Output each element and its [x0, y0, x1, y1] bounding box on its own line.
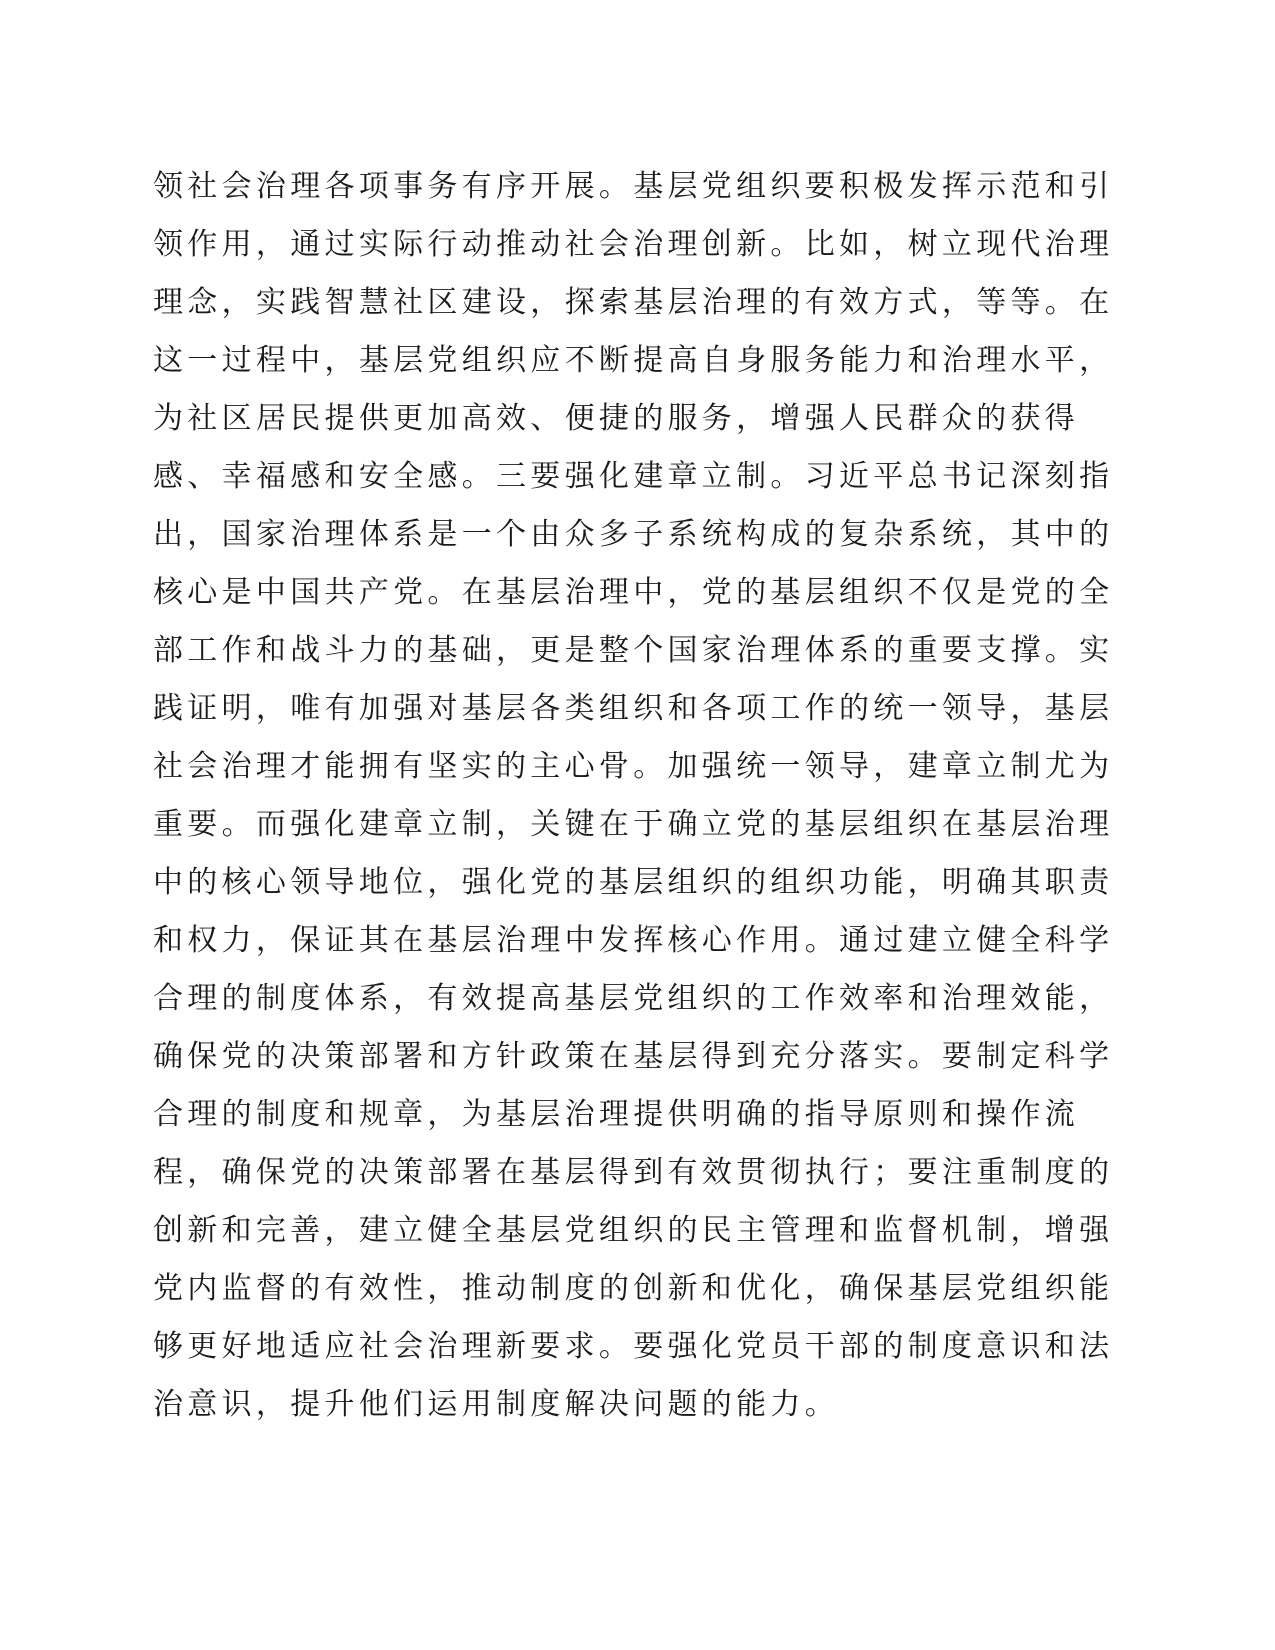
- text-line: 重要。而强化建章立制，关键在于确立党的基层组织在基层治理: [153, 807, 1114, 842]
- text-line: 程，确保党的决策部署在基层得到有效贯彻执行；要注重制度的: [153, 1155, 1114, 1190]
- text-line: 够更好地适应社会治理新要求。要强化党员干部的制度意识和法: [153, 1329, 1114, 1364]
- text-line: 创新和完善，建立健全基层党组织的民主管理和监督机制，增强: [153, 1213, 1114, 1248]
- text-line: 确保党的决策部署和方针政策在基层得到充分落实。要制定科学: [153, 1039, 1114, 1074]
- text-line: 合理的制度体系，有效提高基层党组织的工作效率和治理效能，: [153, 981, 1114, 1016]
- text-line: 合理的制度和规章，为基层治理提供明确的指导原则和操作流: [153, 1097, 1080, 1132]
- text-line: 核心是中国共产党。在基层治理中，党的基层组织不仅是党的全: [153, 575, 1114, 610]
- text-line: 领社会治理各项事务有序开展。基层党组织要积极发挥示范和引: [153, 169, 1114, 204]
- text-line: 治意识，提升他们运用制度解决问题的能力。: [153, 1387, 839, 1422]
- text-line: 理念，实践智慧社区建设，探索基层治理的有效方式，等等。在: [153, 285, 1114, 320]
- text-line: 党内监督的有效性，推动制度的创新和优化，确保基层党组织能: [153, 1271, 1114, 1306]
- text-line: 践证明，唯有加强对基层各类组织和各项工作的统一领导，基层: [153, 691, 1114, 726]
- text-line: 感、幸福感和安全感。三要强化建章立制。习近平总书记深刻指: [153, 459, 1114, 494]
- text-line: 社会治理才能拥有坚实的主心骨。加强统一领导，建章立制尤为: [153, 749, 1114, 784]
- text-line: 这一过程中，基层党组织应不断提高自身服务能力和治理水平，: [153, 343, 1114, 378]
- text-line: 领作用，通过实际行动推动社会治理创新。比如，树立现代治理: [153, 227, 1114, 262]
- body-paragraph: [153, 158, 1114, 1434]
- text-line: 中的核心领导地位，强化党的基层组织的组织功能，明确其职责: [153, 865, 1114, 900]
- text-line: 部工作和战斗力的基础，更是整个国家治理体系的重要支撑。实: [153, 633, 1114, 668]
- text-line: 和权力，保证其在基层治理中发挥核心作用。通过建立健全科学: [153, 923, 1114, 958]
- text-line: 为社区居民提供更加高效、便捷的服务，增强人民群众的获得: [153, 401, 1080, 436]
- text-line: 出，国家治理体系是一个由众多子系统构成的复杂系统，其中的: [153, 517, 1114, 552]
